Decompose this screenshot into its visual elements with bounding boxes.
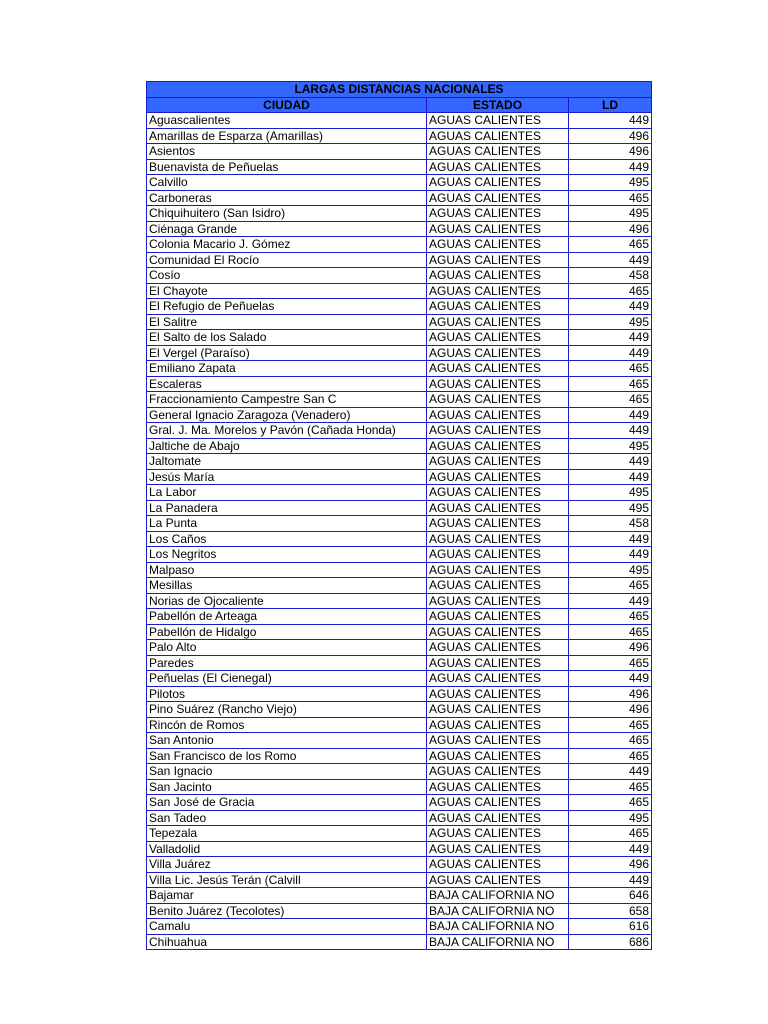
table-row (147, 221, 652, 237)
city-cell: Rincón de Romos (147, 717, 427, 733)
ld-cell: 496 (569, 128, 652, 144)
city-cell: Los Negritos (147, 547, 427, 563)
table-row (147, 593, 652, 609)
city-cell: Comunidad El Rocío (147, 252, 427, 268)
city-cell: Emiliano Zapata (147, 361, 427, 377)
ld-cell: 496 (569, 857, 652, 873)
table-row (147, 128, 652, 144)
city-cell: San José de Gracia (147, 795, 427, 811)
table-row (147, 748, 652, 764)
ld-cell: 449 (569, 593, 652, 609)
table-row (147, 562, 652, 578)
header-estado: ESTADO (427, 97, 569, 113)
ld-cell: 465 (569, 237, 652, 253)
table-row (147, 578, 652, 594)
state-cell: BAJA CALIFORNIA NO (427, 888, 569, 904)
city-cell: Calvillo (147, 175, 427, 191)
ld-cell: 465 (569, 283, 652, 299)
state-cell: AGUAS CALIENTES (427, 841, 569, 857)
title-row (147, 82, 652, 98)
ld-cell: 449 (569, 872, 652, 888)
state-cell: AGUAS CALIENTES (427, 779, 569, 795)
table-row (147, 299, 652, 315)
ld-cell: 449 (569, 299, 652, 315)
ld-cell: 465 (569, 717, 652, 733)
table-row (147, 624, 652, 640)
table-row (147, 795, 652, 811)
state-cell: AGUAS CALIENTES (427, 562, 569, 578)
state-cell: AGUAS CALIENTES (427, 810, 569, 826)
ld-cell: 495 (569, 438, 652, 454)
ld-cell: 465 (569, 655, 652, 671)
state-cell: AGUAS CALIENTES (427, 175, 569, 191)
state-cell: AGUAS CALIENTES (427, 221, 569, 237)
city-cell: Paredes (147, 655, 427, 671)
state-cell: AGUAS CALIENTES (427, 407, 569, 423)
ld-cell: 465 (569, 578, 652, 594)
ld-cell: 449 (569, 423, 652, 439)
state-cell: AGUAS CALIENTES (427, 593, 569, 609)
state-cell: AGUAS CALIENTES (427, 268, 569, 284)
city-cell: Asientos (147, 144, 427, 160)
state-cell: AGUAS CALIENTES (427, 376, 569, 392)
table-row (147, 903, 652, 919)
table-row (147, 888, 652, 904)
ld-cell: 449 (569, 547, 652, 563)
state-cell: BAJA CALIFORNIA NO (427, 934, 569, 950)
ld-cell: 465 (569, 624, 652, 640)
city-cell: Los Caños (147, 531, 427, 547)
ld-cell: 449 (569, 330, 652, 346)
state-cell: AGUAS CALIENTES (427, 469, 569, 485)
city-cell: Bajamar (147, 888, 427, 904)
table-row (147, 314, 652, 330)
table-row (147, 345, 652, 361)
ld-cell: 495 (569, 175, 652, 191)
city-cell: El Salto de los Salado (147, 330, 427, 346)
ld-cell: 449 (569, 159, 652, 175)
state-cell: AGUAS CALIENTES (427, 717, 569, 733)
state-cell: AGUAS CALIENTES (427, 547, 569, 563)
ld-cell: 496 (569, 702, 652, 718)
city-cell: San Antonio (147, 733, 427, 749)
table-row (147, 392, 652, 408)
distances-table (146, 81, 652, 950)
city-cell: Pino Suárez (Rancho Viejo) (147, 702, 427, 718)
state-cell: AGUAS CALIENTES (427, 392, 569, 408)
table-row (147, 500, 652, 516)
ld-cell: 465 (569, 190, 652, 206)
table-row (147, 485, 652, 501)
table-row (147, 764, 652, 780)
city-cell: La Punta (147, 516, 427, 532)
city-cell: Peñuelas (El Cienegal) (147, 671, 427, 687)
table-row (147, 826, 652, 842)
city-cell: Pabellón de Hidalgo (147, 624, 427, 640)
ld-cell: 458 (569, 268, 652, 284)
city-cell: Amarillas de Esparza (Amarillas) (147, 128, 427, 144)
state-cell: AGUAS CALIENTES (427, 190, 569, 206)
city-cell: Escaleras (147, 376, 427, 392)
city-cell: Fraccionamiento Campestre San C (147, 392, 427, 408)
ld-cell: 449 (569, 469, 652, 485)
state-cell: AGUAS CALIENTES (427, 702, 569, 718)
ld-cell: 449 (569, 252, 652, 268)
table-row (147, 872, 652, 888)
table-row (147, 423, 652, 439)
ld-cell: 496 (569, 640, 652, 656)
state-cell: AGUAS CALIENTES (427, 423, 569, 439)
state-cell: AGUAS CALIENTES (427, 128, 569, 144)
ld-cell: 449 (569, 764, 652, 780)
city-cell: Palo Alto (147, 640, 427, 656)
ld-cell: 495 (569, 485, 652, 501)
table-row (147, 438, 652, 454)
state-cell: AGUAS CALIENTES (427, 609, 569, 625)
header-ciudad: CIUDAD (147, 97, 427, 113)
city-cell: San Tadeo (147, 810, 427, 826)
city-cell: San Francisco de los Romo (147, 748, 427, 764)
city-cell: Valladolid (147, 841, 427, 857)
table-title: LARGAS DISTANCIAS NACIONALES (147, 82, 652, 98)
table-row (147, 919, 652, 935)
ld-cell: 449 (569, 841, 652, 857)
ld-cell: 495 (569, 206, 652, 222)
table-row (147, 934, 652, 950)
ld-cell: 495 (569, 314, 652, 330)
state-cell: AGUAS CALIENTES (427, 361, 569, 377)
state-cell: AGUAS CALIENTES (427, 299, 569, 315)
state-cell: AGUAS CALIENTES (427, 640, 569, 656)
table-row (147, 237, 652, 253)
table-row (147, 686, 652, 702)
state-cell: AGUAS CALIENTES (427, 330, 569, 346)
city-cell: El Vergel (Paraíso) (147, 345, 427, 361)
state-cell: AGUAS CALIENTES (427, 283, 569, 299)
ld-cell: 495 (569, 562, 652, 578)
state-cell: AGUAS CALIENTES (427, 671, 569, 687)
table-row (147, 469, 652, 485)
state-cell: AGUAS CALIENTES (427, 314, 569, 330)
ld-cell: 458 (569, 516, 652, 532)
state-cell: AGUAS CALIENTES (427, 144, 569, 160)
ld-cell: 496 (569, 221, 652, 237)
state-cell: AGUAS CALIENTES (427, 624, 569, 640)
ld-cell: 616 (569, 919, 652, 935)
table-row (147, 857, 652, 873)
city-cell: Pabellón de Arteaga (147, 609, 427, 625)
ld-cell: 449 (569, 113, 652, 129)
state-cell: AGUAS CALIENTES (427, 857, 569, 873)
ld-cell: 449 (569, 671, 652, 687)
table-row (147, 252, 652, 268)
table-row (147, 671, 652, 687)
state-cell: AGUAS CALIENTES (427, 206, 569, 222)
ld-cell: 686 (569, 934, 652, 950)
table-row (147, 779, 652, 795)
ld-cell: 465 (569, 748, 652, 764)
city-cell: San Ignacio (147, 764, 427, 780)
city-cell: Colonia Macario J. Gómez (147, 237, 427, 253)
city-cell: Cosío (147, 268, 427, 284)
ld-cell: 658 (569, 903, 652, 919)
ld-cell: 449 (569, 345, 652, 361)
table-row (147, 190, 652, 206)
ld-cell: 465 (569, 361, 652, 377)
ld-cell: 465 (569, 376, 652, 392)
state-cell: AGUAS CALIENTES (427, 531, 569, 547)
city-cell: El Salitre (147, 314, 427, 330)
city-cell: Jaltiche de Abajo (147, 438, 427, 454)
state-cell: AGUAS CALIENTES (427, 826, 569, 842)
ld-cell: 465 (569, 795, 652, 811)
ld-cell: 465 (569, 609, 652, 625)
state-cell: AGUAS CALIENTES (427, 516, 569, 532)
state-cell: AGUAS CALIENTES (427, 872, 569, 888)
table-row (147, 175, 652, 191)
city-cell: La Labor (147, 485, 427, 501)
table-row (147, 407, 652, 423)
state-cell: BAJA CALIFORNIA NO (427, 919, 569, 935)
ld-cell: 465 (569, 733, 652, 749)
city-cell: Benito Juárez (Tecolotes) (147, 903, 427, 919)
city-cell: Pilotos (147, 686, 427, 702)
state-cell: AGUAS CALIENTES (427, 733, 569, 749)
table-row (147, 283, 652, 299)
city-cell: Chiquihuitero (San Isidro) (147, 206, 427, 222)
city-cell: Jesús María (147, 469, 427, 485)
table-row (147, 361, 652, 377)
header-ld: LD (569, 97, 652, 113)
city-cell: Carboneras (147, 190, 427, 206)
table-row (147, 454, 652, 470)
ld-cell: 496 (569, 686, 652, 702)
table-row (147, 330, 652, 346)
table-row (147, 841, 652, 857)
state-cell: AGUAS CALIENTES (427, 485, 569, 501)
state-cell: AGUAS CALIENTES (427, 748, 569, 764)
table-row (147, 655, 652, 671)
state-cell: AGUAS CALIENTES (427, 578, 569, 594)
state-cell: AGUAS CALIENTES (427, 237, 569, 253)
state-cell: AGUAS CALIENTES (427, 159, 569, 175)
ld-cell: 449 (569, 454, 652, 470)
state-cell: AGUAS CALIENTES (427, 454, 569, 470)
ld-cell: 465 (569, 392, 652, 408)
table-row (147, 717, 652, 733)
city-cell: La Panadera (147, 500, 427, 516)
city-cell: Aguascalientes (147, 113, 427, 129)
state-cell: AGUAS CALIENTES (427, 500, 569, 516)
table-row (147, 113, 652, 129)
table-row (147, 702, 652, 718)
city-cell: Tepezala (147, 826, 427, 842)
city-cell: El Chayote (147, 283, 427, 299)
table-row (147, 376, 652, 392)
city-cell: Villa Juárez (147, 857, 427, 873)
ld-cell: 495 (569, 810, 652, 826)
state-cell: AGUAS CALIENTES (427, 345, 569, 361)
ld-cell: 449 (569, 407, 652, 423)
table-row (147, 733, 652, 749)
city-cell: Ciénaga Grande (147, 221, 427, 237)
city-cell: El Refugio de Peñuelas (147, 299, 427, 315)
header-row (147, 97, 652, 113)
table-row (147, 268, 652, 284)
state-cell: BAJA CALIFORNIA NO (427, 903, 569, 919)
ld-cell: 465 (569, 779, 652, 795)
table-row (147, 516, 652, 532)
table-row (147, 531, 652, 547)
ld-cell: 465 (569, 826, 652, 842)
state-cell: AGUAS CALIENTES (427, 795, 569, 811)
city-cell: Chihuahua (147, 934, 427, 950)
city-cell: Mesillas (147, 578, 427, 594)
ld-cell: 496 (569, 144, 652, 160)
state-cell: AGUAS CALIENTES (427, 764, 569, 780)
city-cell: Jaltomate (147, 454, 427, 470)
city-cell: Norias de Ojocaliente (147, 593, 427, 609)
state-cell: AGUAS CALIENTES (427, 113, 569, 129)
city-cell: Malpaso (147, 562, 427, 578)
ld-cell: 646 (569, 888, 652, 904)
state-cell: AGUAS CALIENTES (427, 655, 569, 671)
state-cell: AGUAS CALIENTES (427, 438, 569, 454)
table-row (147, 609, 652, 625)
ld-cell: 495 (569, 500, 652, 516)
table-row (147, 640, 652, 656)
city-cell: Gral. J. Ma. Morelos y Pavón (Cañada Honda) (147, 423, 427, 439)
state-cell: AGUAS CALIENTES (427, 252, 569, 268)
city-cell: General Ignacio Zaragoza (Venadero) (147, 407, 427, 423)
state-cell: AGUAS CALIENTES (427, 686, 569, 702)
city-cell: Buenavista de Peñuelas (147, 159, 427, 175)
city-cell: Camalu (147, 919, 427, 935)
table-row (147, 206, 652, 222)
city-cell: Villa Lic. Jesús Terán (Calvill (147, 872, 427, 888)
ld-cell: 449 (569, 531, 652, 547)
table-row (147, 547, 652, 563)
city-cell: San Jacinto (147, 779, 427, 795)
table-row (147, 144, 652, 160)
table-row (147, 810, 652, 826)
table-row (147, 159, 652, 175)
